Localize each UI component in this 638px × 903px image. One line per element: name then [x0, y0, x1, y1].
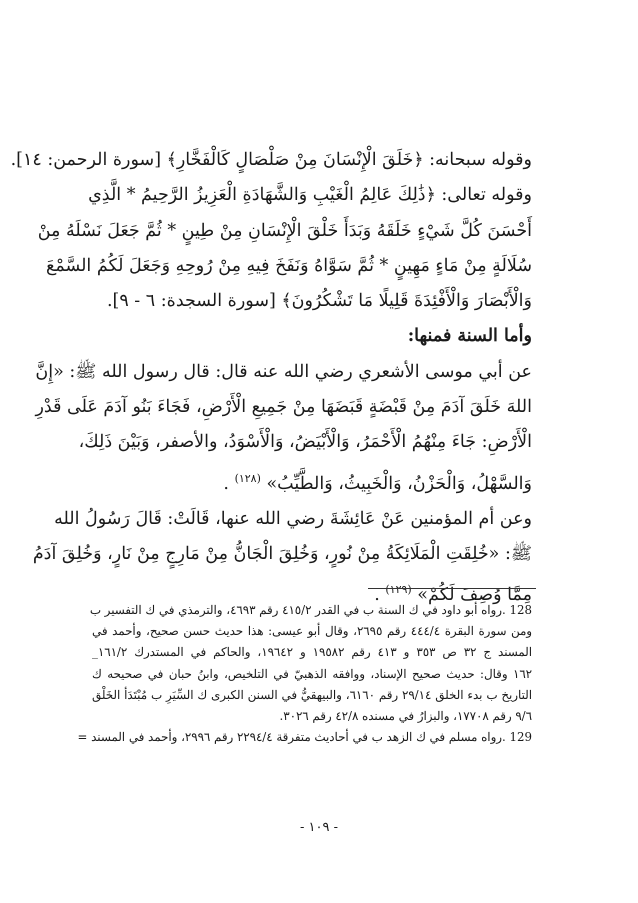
hadith-1-line-4	[92, 461, 532, 502]
footnote-128-line-3: المسند ج ٣٢ ص ٣٥٣ و ٤١٣ رقم ١٩٥٨٢ و ١٩٦٤٢، والحاكم في المستدرك ١٦١/٢_	[92, 645, 533, 660]
footnote-128-line-4: ١٦٢ وقال: حديث صحيح الإسناد، ووافقه الذهبيّ في التلخيص، وابنُ حبان في صحيحه ك	[92, 666, 532, 681]
footnote-128-line-1: 128 .رواه أبو داود في ك السنة ب في القدر ٤١٥/٢ رقم ٤٦٩٣، والترمذي في ك التفسير ب	[89, 603, 532, 617]
footnote-reference-128[interactable]: (١٢٨)	[234, 471, 261, 485]
footnotes	[77, 600, 533, 748]
verse-paragraph-2-line-2: أَحْسَنَ كُلَّ شَيْءٍ خَلَقَهُ وَبَدَأَ خَلْقَ الْإِنْسَانِ مِنْ طِينٍ * ثُمَّ جَعَلَ نَسْلَهُ مِنْ	[37, 220, 532, 241]
verse-paragraph-1: وقوله سبحانه: ﴿خَلَقَ الْإِنْسَانَ مِنْ صَلْصَالٍ كَالْفَخَّارِ﴾ [سورة الرحمن: ١٤].	[10, 150, 532, 170]
hadith-2-line-2: ﷺ: «خُلِقَتِ الْمَلَائِكَةُ مِنْ نُورٍ، وَخُلِقَ الْجَانُّ مِنْ مَارِجٍ مِنْ نَارٍ، وَخُلِقَ آدَمُ	[32, 544, 532, 565]
hadith-2-period: .	[374, 585, 380, 606]
verse-paragraph-2-line-1: وقوله تعالى: ﴿ذَٰلِكَ عَالِمُ الْغَيْبِ وَالشَّهَادَةِ الْعَزِيزُ الرَّحِيمُ * الَّذِي	[88, 185, 532, 206]
footnote-reference-129[interactable]: (١٢٩)	[385, 583, 412, 597]
footnote-128-line-6: ٩/٦ رقم ١٧٧٠٨، والبزارُ في مسنده ٤٢/٨ رقم ٣٠٢٦.	[279, 709, 532, 724]
hadith-1-period: .	[223, 473, 229, 494]
verse-paragraph-2-line-3: سُلَالَةٍ مِنْ مَاءٍ مَهِينٍ * ثُمَّ سَوَّاهُ وَنَفَخَ فِيهِ مِنْ رُوحِهِ وَجَعَلَ لَكُمُ السَّمْعَ	[46, 255, 532, 276]
footnote-128-line-5: التاريخ ب بدء الخلق ٢٩/١٤ رقم ٦١٦٠، والبيهقيُّ في السنن الكبرى ك السِّيَرِ ب مُبْتَدَأ الخَلْق	[92, 687, 533, 702]
hadith-2-line-3-text: مِمَّا وُصِفَ لَكُمْ»	[417, 585, 532, 606]
footnote-separator	[368, 588, 536, 589]
footnote-129-line-1: 129 .رواه مسلم في ك الزهد ب في أحاديث متفرقة ٢٢٩٤/٤ رقم ٢٩٩٦، وأحمد في المسند =	[77, 730, 532, 745]
main-text	[10, 143, 532, 614]
section-heading: وأما السنة فمنها:	[407, 326, 532, 347]
hadith-1-line-3: الْأَرْضِ: جَاءَ مِنْهُمُ الْأَحْمَرُ، وَالْأَبْيَضُ، وَالْأَسْوَدُ، والأصفر، وَبَيْنَ ذَلِكَ،	[78, 432, 532, 453]
hadith-1-line-4-text: وَالسَّهْلُ، وَالْحَزْنُ، وَالْخَبِيثُ، وَالطَّيِّبُ»	[266, 473, 532, 494]
page-number: - ١٠٩ -	[299, 820, 338, 835]
verse-paragraph-2-line-4: وَالْأَبْصَارَ وَالْأَفْئِدَةَ قَلِيلًا مَا تَشْكُرُونَ﴾ [سورة السجدة: ٦ - ٩].	[106, 291, 532, 312]
hadith-1-line-1: عن أبي موسى الأشعري رضي الله عنه قال: قال رسول الله ﷺ: «إِنَّ	[35, 361, 532, 382]
hadith-2-line-1: وعن أم المؤمنين عَنْ عَائِشَةَ رضي الله عنها، قَالَتْ: قَالَ رَسُولُ الله	[54, 508, 532, 529]
footnote-128-line-2: ومن سورة البقرة ٤٤٤/٤ رقم ٢٦٩٥، وقال أبو عيسى: هذا حديث حسن صحيح، وأحمد في	[92, 624, 532, 639]
hadith-1-line-2: اللهَ خَلَقَ آدَمَ مِنْ قَبْضَةٍ قَبَضَهَا مِنْ جَمِيعِ الْأَرْضِ، فَجَاءَ بَنُو آدَمَ عَلَى قَدْرِ	[35, 397, 532, 418]
